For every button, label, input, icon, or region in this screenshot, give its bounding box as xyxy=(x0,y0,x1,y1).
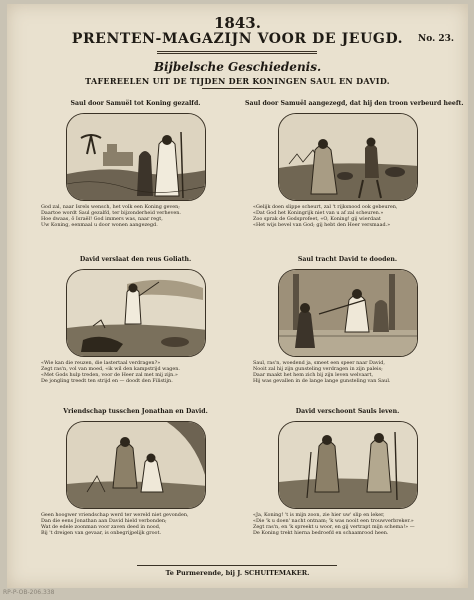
panel-5 xyxy=(33,408,238,536)
panel-6 xyxy=(245,408,450,536)
verse-line: Geen hoogwer vriendschap werd ter wereld niet gevonden, xyxy=(41,512,189,518)
engraving-anointing-saul xyxy=(66,113,206,201)
verse-line: «Het wijs bevel van God; gij hebt den Heer versmaad.» xyxy=(253,222,391,229)
verse-line: «Met Gods hulp treden, voor de Heer zal met mij zijn.» xyxy=(41,372,178,379)
subtitle: TAFEREELEN UIT DE TIJDEN DER KONINGEN SAUL EN DAVID. xyxy=(85,76,390,86)
verse-line: Bij 't dreigen van gevaar, is onbegrijpelijk groot. xyxy=(41,530,162,537)
panel-verse xyxy=(33,512,238,536)
verse-line: Daar maakt het hem zich bij zijn leven welvaart, xyxy=(253,372,374,379)
panel-2 xyxy=(245,100,464,229)
panel-caption: Saul door Samuël tot Koning gezalfd. xyxy=(70,100,201,107)
panel-caption: Saul tracht David te dooden. xyxy=(297,256,398,263)
imprint: Te Purmerende, bij J. SCHUITEMAKER. xyxy=(165,569,310,577)
verse-line: Daartoe wordt Saul gezalfd, ter bijzonderheid verheven. xyxy=(41,210,181,217)
divider-rule xyxy=(202,88,272,89)
verse-line: Zegt ras'n, vol van moed, «ik wil den kampstrijd wagen. xyxy=(41,366,180,373)
print-sheet xyxy=(7,4,468,588)
panel-verse xyxy=(245,204,450,228)
verse-line: Hij was gevallen in de lange lange gunsteling van Saul. xyxy=(253,378,391,385)
verse-line: De Koning trekt hierna bedroefd en schaamrood heen. xyxy=(253,530,389,537)
divider-rule xyxy=(157,53,317,54)
verse-line: Uw Koning, eenmaal u door wonen aangezegd. xyxy=(41,222,158,229)
verse-line: «Die 'k u doen' nacht ontnam; 'k was nooit een trouwverbreker.» xyxy=(253,518,414,525)
verse-line: Zoo sprak de Godsprofeet, «O, Koning! gij wierdaat xyxy=(253,216,381,223)
script-title: Bijbelsche Geschiedenis. xyxy=(153,60,322,74)
year: 1843. xyxy=(214,14,261,32)
verse-line: Hoe dwaas, ô Israël! God immers was, naar regt, xyxy=(41,216,163,223)
verse-line: Dan die eens Jonathan aan David hield verbonden; xyxy=(41,518,167,525)
panel-3 xyxy=(33,256,238,384)
issue-number: No. 23. xyxy=(418,34,454,44)
verse-line: «Gelijk doen slippe scheurt, zal 't rijksnood ook gebeuren, xyxy=(253,204,398,210)
panel-caption: Vriendschap tusschen Jonathan en David. xyxy=(63,408,208,415)
verse-line: «Ja, Koning! 't is mijn zoon, zie hier uw' slip en leker, xyxy=(253,512,385,518)
verse-line: «Wie kan die reuzen, die lastertaal verdragen?» xyxy=(41,360,161,366)
panel-verse xyxy=(33,204,238,228)
panel-caption: Saul door Samuël aangezegd, dat hij den troon verbeurd heeft. xyxy=(245,100,464,107)
panel-1 xyxy=(33,100,238,228)
engraving-david-spares-saul xyxy=(278,421,418,509)
panel-4 xyxy=(245,256,450,384)
verse-line: Zegt ras'n, en 'k spreekt u woor, en gij vertrapt mijn schema!» — xyxy=(253,524,415,531)
panel-caption: David verschoont Sauls leven. xyxy=(295,408,400,415)
verse-line: Nooit zal hij zijn gunsteling verdragen in zijn paleis; xyxy=(253,366,383,373)
verse-line: De jongling treedt ten strijd en — doodt den Filistijn. xyxy=(41,378,173,385)
verse-line: «Dat God het Koningrijk niet van u af zal scheuren.» xyxy=(253,210,384,217)
engraving-david-goliath xyxy=(66,269,206,357)
divider-rule xyxy=(157,51,317,52)
panel-verse xyxy=(245,512,450,536)
verse-line: God zal, naar Isrels wensch, het volk een Koning geven; xyxy=(41,204,180,210)
verse-line: Wat de edele zoonman voor zaven deed in nood, xyxy=(41,524,161,531)
panel-caption: David verslaat den reus Goliath. xyxy=(79,256,192,263)
verse-line: Saul, ras'n, woedend ja, smeet een speer naar David, xyxy=(253,360,385,366)
engraving-samuel-rebukes-saul xyxy=(278,113,418,201)
engraving-saul-spear xyxy=(278,269,418,357)
inventory-stamp: RP-P-OB-206.338 xyxy=(3,589,55,596)
footer-rule xyxy=(137,565,337,566)
panel-verse xyxy=(33,360,238,384)
page-title: PRENTEN-MAGAZIJN VOOR DE JEUGD. xyxy=(71,31,404,47)
engraving-jonathan-david xyxy=(66,421,206,509)
panel-verse xyxy=(245,360,450,384)
